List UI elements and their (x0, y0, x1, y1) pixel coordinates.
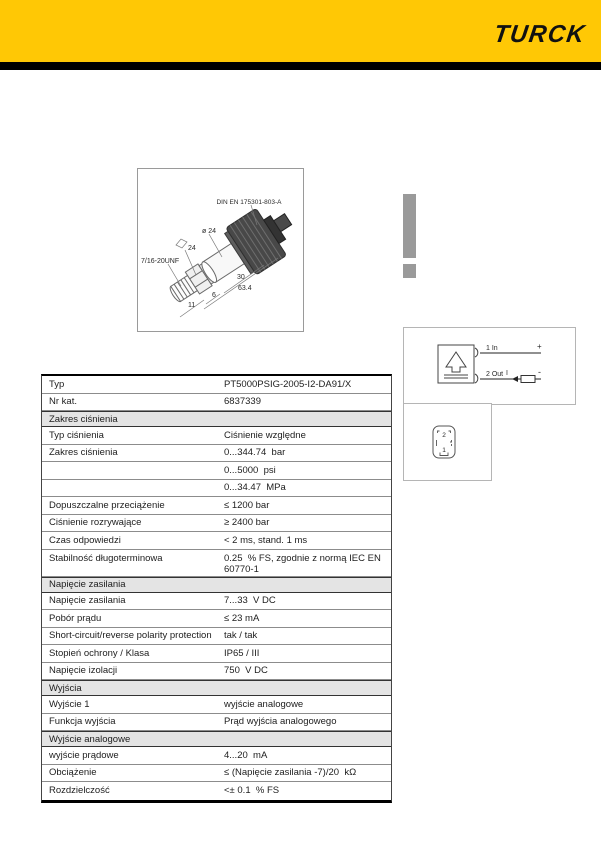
drawing-dim-63-4: 63.4 (238, 285, 252, 292)
spec-row (42, 696, 391, 714)
spec-row-label: wyjście prądowe (49, 749, 119, 761)
spec-row-label: Czas odpowiedzi (49, 534, 121, 546)
spec-row (42, 427, 391, 445)
spec-row-value: 6837339 (224, 396, 261, 408)
spec-row (42, 445, 391, 463)
spec-table-body (42, 376, 391, 800)
spec-section-label: Napięcie zasilania (49, 579, 126, 590)
terminal-2-icon (475, 374, 478, 383)
spec-section-label: Wyjście analogowe (49, 733, 131, 745)
spec-row-value: 0...34.47 MPa (224, 482, 286, 494)
drawing-label-hex: 24 (188, 245, 196, 252)
spec-row (42, 747, 391, 765)
spec-row (42, 532, 391, 550)
spec-row-label: Typ (49, 378, 65, 390)
drawing-dim-30: 30 (237, 274, 245, 281)
spec-row-label: Napięcie izolacji (49, 665, 118, 677)
spec-row-label: Wyjście 1 (49, 698, 90, 710)
drawing-label-thread: 7/16-20UNF (141, 258, 180, 265)
spec-row (42, 515, 391, 533)
spec-row (42, 376, 391, 394)
pinout-panel (403, 403, 492, 481)
pinout-pin-1: 1 (442, 447, 446, 454)
spec-row (42, 593, 391, 611)
spec-row-value: 0.25 % FS, zgodnie z normą IEC EN 60770-1 (224, 552, 384, 575)
spec-row-value: 4...20 mA (224, 749, 268, 761)
pressure-arrow-icon (446, 352, 466, 372)
spec-section-label: Zakres ciśnienia (49, 413, 118, 425)
sensor-body-group (158, 197, 301, 319)
spec-row (42, 645, 391, 663)
spec-row-value: 7...33 V DC (224, 595, 276, 607)
spec-row-label: Nr kat. (49, 396, 77, 408)
spec-row-label: Rozdzielczość (49, 785, 110, 797)
spec-row-value: 0...344.74 bar (224, 447, 286, 459)
drawing-dim-6: 6 (212, 292, 216, 299)
spec-row-value: ≤ 1200 bar (224, 499, 270, 511)
wiring-diagram-svg (404, 328, 573, 402)
wiring-label-current: I (506, 370, 508, 377)
wiring-label-minus: - (538, 367, 541, 377)
spec-row-label: Obciążenie (49, 767, 97, 779)
spec-row-value: ≤ 23 mA (224, 612, 260, 624)
spec-row (42, 394, 391, 412)
wiring-label-1-in: 1 In (486, 345, 498, 352)
spec-row-label: Napięcie zasilania (49, 595, 126, 607)
spec-row-value: Ciśnienie względne (224, 429, 306, 441)
data-matrix-mark (403, 264, 416, 278)
spec-row (42, 462, 391, 480)
spec-table (41, 374, 392, 803)
header-black-bar (0, 62, 601, 70)
spec-row-label: Zakres ciśnienia (49, 447, 118, 459)
spec-row-value: ≥ 2400 bar (224, 517, 270, 529)
spec-row-value: < 2 ms, stand. 1 ms (224, 534, 308, 546)
spec-row-value: <± 0.1 % FS (224, 785, 280, 797)
drawing-label-din: DIN EN 175301-803-A (216, 199, 282, 206)
spec-row (42, 480, 391, 498)
wiring-diagram-panel (403, 327, 576, 405)
spec-row-value: Prąd wyjścia analogowego (224, 716, 337, 728)
spec-row (42, 628, 391, 646)
spec-row-value: IP65 / III (224, 647, 260, 659)
spec-row-value: 0...5000 psi (224, 464, 276, 476)
spec-section-label: Wyjścia (49, 682, 82, 694)
drawing-label-diameter: ø 24 (202, 228, 217, 235)
spec-row (42, 663, 391, 681)
side-tab-bar (403, 194, 416, 258)
spec-row-value: 750 V DC (224, 665, 268, 677)
spec-row (42, 714, 391, 732)
load-resistor-icon (521, 376, 535, 383)
spec-row-label: Short-circuit/reverse polarity protection (49, 630, 212, 642)
spec-row-value: wyjście analogowe (224, 698, 304, 710)
spec-section-row (42, 411, 391, 427)
turck-logo: TURCK (491, 20, 588, 49)
spec-row-label: Stabilność długoterminowa (49, 552, 163, 564)
spec-row-value: ≤ (Napięcie zasilania -7)/20 kΩ (224, 767, 357, 779)
spec-row-label: Dopuszczalne przeciążenie (49, 499, 165, 511)
current-arrow-icon (512, 376, 518, 382)
spec-row-label: Funkcja wyjścia (49, 716, 116, 728)
spec-row (42, 782, 391, 800)
wiring-label-2-out: 2 Out (486, 371, 504, 378)
spec-row (42, 550, 391, 577)
pinout-svg (404, 404, 489, 478)
product-drawing-panel (137, 168, 304, 332)
spec-row-label: Typ ciśnienia (49, 429, 104, 441)
spec-section-row (42, 731, 391, 747)
spec-row (42, 765, 391, 783)
wiring-label-plus: + (537, 342, 542, 351)
terminal-1-icon (475, 348, 478, 357)
spec-row-label: Stopień ochrony / Klasa (49, 647, 150, 659)
drawing-dim-11: 11 (188, 302, 196, 309)
spec-row-value: tak / tak (224, 630, 258, 642)
spec-section-row (42, 577, 391, 593)
spec-section-row (42, 680, 391, 696)
sensor-symbol-box (438, 345, 474, 383)
sensor-drawing-svg (138, 169, 301, 329)
spec-row-label: Ciśnienie rozrywające (49, 517, 142, 529)
pinout-pin-2: 2 (442, 432, 446, 439)
spec-row-label: Pobór prądu (49, 612, 102, 624)
spec-row-value: PT5000PSIG-2005-I2-DA91/X (224, 378, 352, 390)
spec-row (42, 610, 391, 628)
spec-row (42, 497, 391, 515)
